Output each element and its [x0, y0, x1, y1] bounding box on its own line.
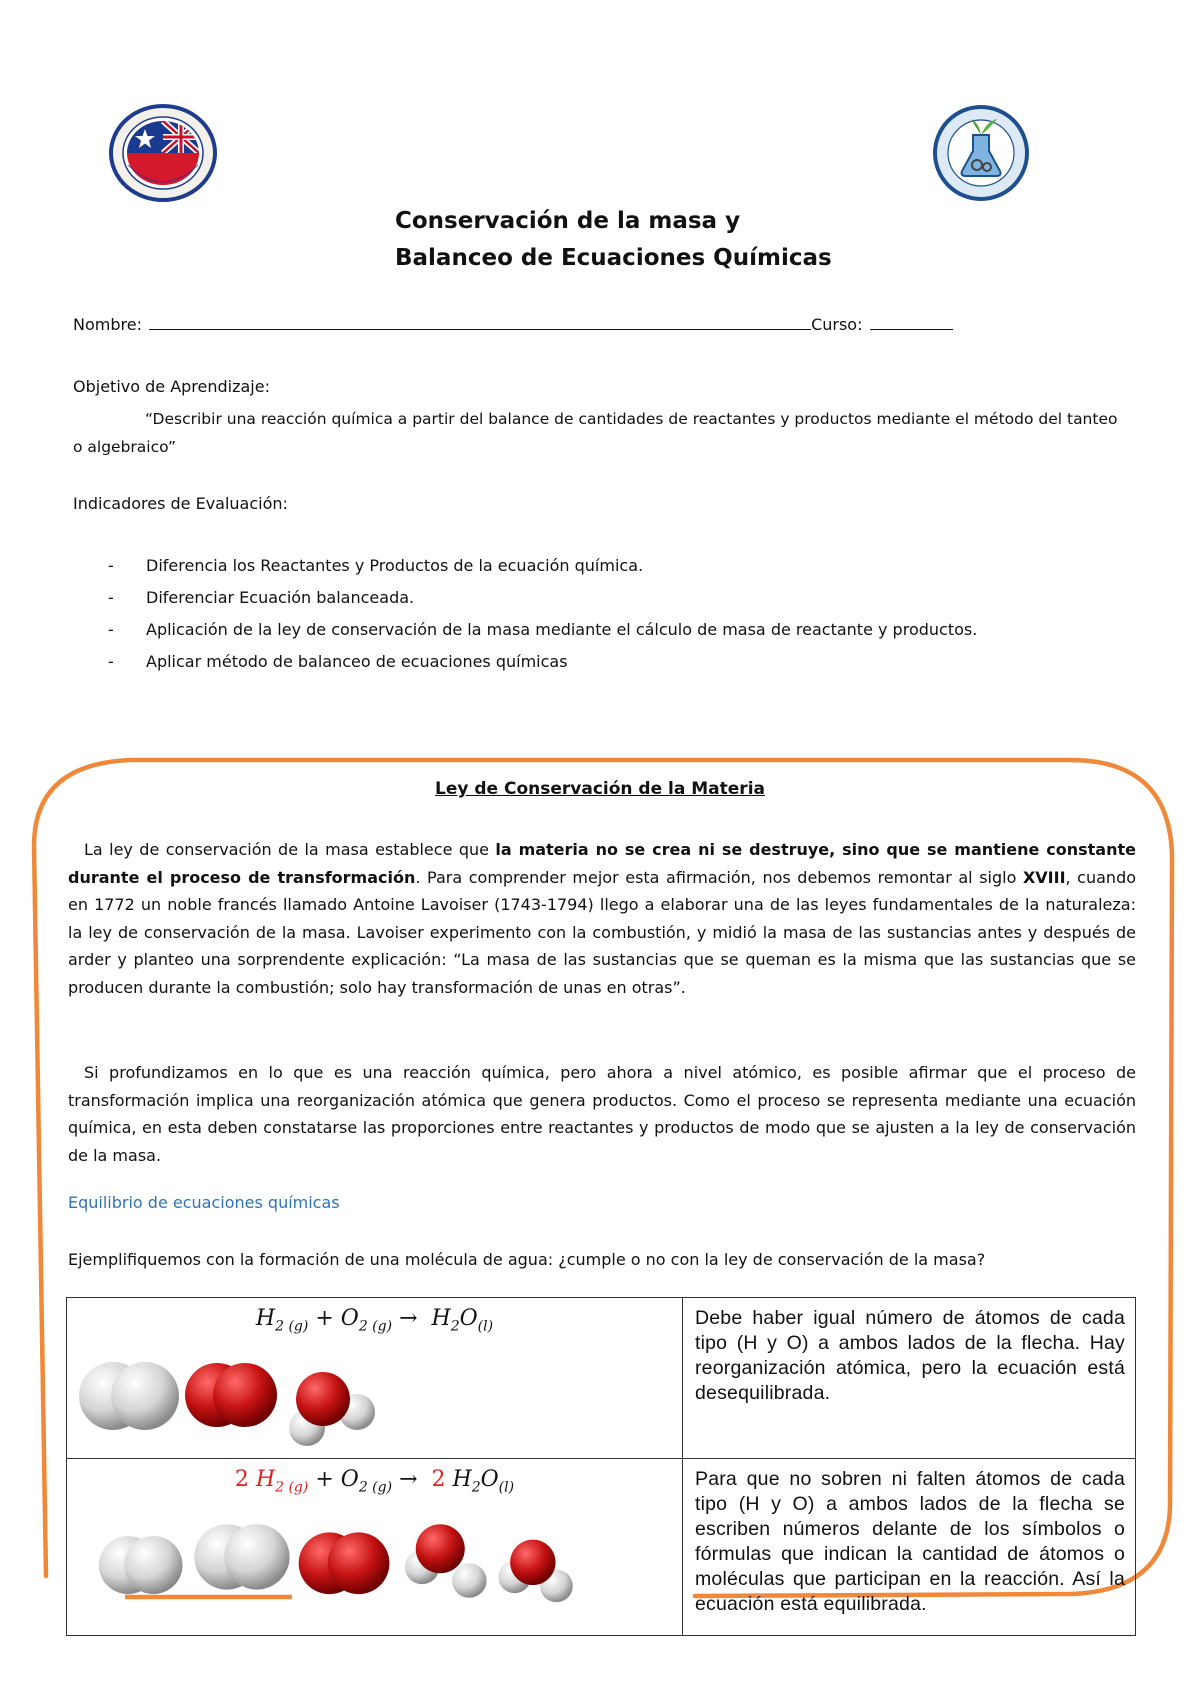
title-line-1: Conservación de la masa y	[395, 208, 741, 234]
water-molecule	[289, 1372, 375, 1446]
water-question: Ejemplifiquemos con la formación de una molécula de agua: ¿cumple o no con la ley de conservación de la masa?	[68, 1250, 986, 1269]
oxygen-molecule	[185, 1363, 277, 1427]
water-molecule	[405, 1524, 487, 1598]
indicators-list	[108, 550, 977, 678]
list-item: - Aplicar método de balanceo de ecuaciones químicas	[108, 652, 568, 671]
hydrogen-molecule	[79, 1362, 179, 1430]
indicators-label: Indicadores de Evaluación:	[73, 494, 288, 513]
unbalanced-molecules	[67, 1336, 681, 1454]
oxygen-molecule	[299, 1532, 390, 1594]
balanced-equation: 2 $H_{2 (g)} + O_{2 (g)} \to 2$ $H_2O_{(l)}$	[234, 1467, 515, 1496]
course-field[interactable]	[870, 313, 953, 330]
objective-label: Objetivo de Aprendizaje:	[73, 377, 270, 396]
science-department-logo	[931, 105, 1031, 201]
name-label: Nombre:	[73, 315, 142, 334]
balanced-description: Para que no sobren ni falten átomos de cada tipo (H y O) a ambos lados de la flecha se escriben números delante de los símbolos o fórmulas que indican la cantidad de átomos o moléculas que participan en la reacción. Así la ecuación está equilibrada.	[694, 1468, 1125, 1615]
course-label: Curso:	[811, 315, 863, 334]
list-item: - Diferencia los Reactantes y Productos de la ecuación química.	[108, 556, 644, 575]
school-crest-logo	[108, 103, 218, 203]
equilibrium-heading: Equilibrio de ecuaciones químicas	[68, 1193, 340, 1212]
hydrogen-molecule	[194, 1524, 289, 1589]
hydrogen-molecule	[99, 1536, 183, 1594]
title-line-2: Balanceo de Ecuaciones Químicas	[395, 245, 832, 271]
law-paragraph-1: La ley de conservación de la masa establece que la materia no se crea ni se destruye, sino que se mantiene constante durante el proceso de transformación. Para comprender mejor esta afirmación, nos debemos remontar al siglo XVIII, cuando en 1772 un noble francés llamado Antoine Lavoiser (1743-1794) llego a elaborar una de las leyes fundamentales de la naturaleza: la ley de conservación de la masa. Lavoiser experimento con la combustión, y midió la masa de las sustancias antes y después de arder y planteo una sorprendente explicación: “La masa de las sustancias que se queman es la misma que las sustancias que se producen durante la combustión; solo hay transformación de unas en otras”.	[68, 840, 1137, 997]
table-row	[67, 1459, 1136, 1636]
law-paragraph-2: Si profundizamos en lo que es una reacción química, pero ahora a nivel atómico, es posible afirmar que el proceso de transformación implica una reorganización atómica que genera productos. Como el proceso se representa mediante una ecuación química, en esta deben constatarse las proporciones entre reactantes y productos de modo que se ajusten a la ley de conservación de la masa.	[68, 1063, 1136, 1165]
unbalanced-description: Debe haber igual número de átomos de cada tipo (H y O) a ambos lados de la flecha. Hay reorganización atómica, pero la ecuación está desequilibrada.	[694, 1307, 1125, 1404]
unbalanced-equation: $H_{2 (g)} + O_{2 (g)} \to H_2O_{(l)}$	[255, 1306, 494, 1335]
name-field[interactable]	[149, 313, 811, 330]
list-item: - Aplicación de la ley de conservación de la masa mediante el cálculo de masa de reactante y productos.	[108, 620, 978, 639]
water-molecule	[498, 1540, 572, 1603]
objective-text: “Describir una reacción química a partir del balance de cantidades de reactantes y productos mediante el método del tanteo o algebraico”	[73, 410, 1118, 456]
equation-table	[66, 1297, 1136, 1636]
student-info-row	[73, 313, 953, 334]
table-row	[67, 1298, 1136, 1459]
balanced-molecules	[67, 1497, 681, 1615]
law-title: Ley de Conservación de la Materia	[435, 779, 765, 799]
list-item: - Diferenciar Ecuación balanceada.	[108, 588, 415, 607]
